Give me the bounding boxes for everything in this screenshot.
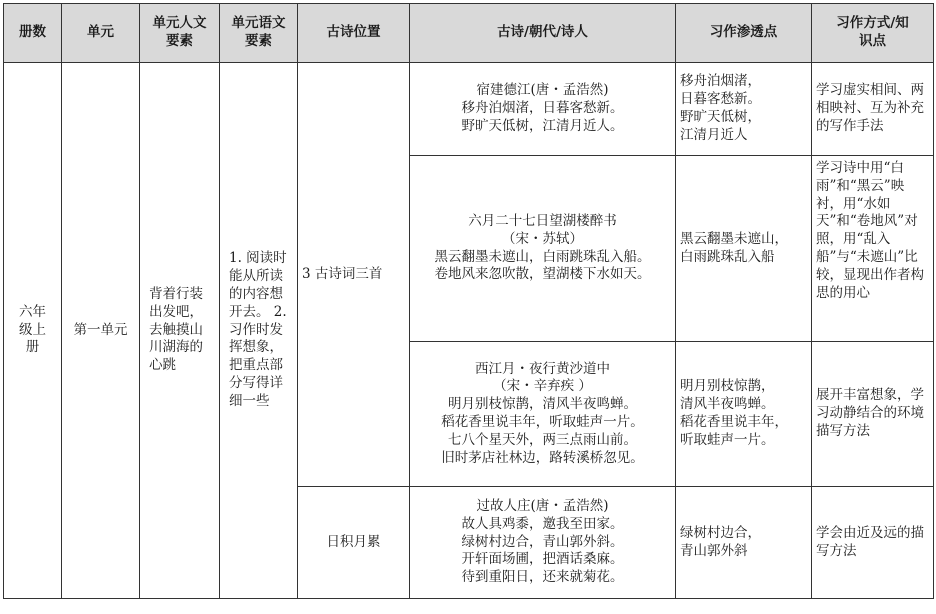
- penetration-line: 绿树村边合，: [680, 524, 761, 541]
- poem-line: 野旷天低树，江清月近人。: [461, 117, 624, 134]
- header-book: 册数: [4, 4, 62, 63]
- poem-line: 移舟泊烟渚，日暮客愁新。: [461, 100, 624, 117]
- poem-line: 明月别枝惊鹊，清风半夜鸣蝉。: [448, 396, 637, 413]
- penetration-line: 日暮客愁新。: [680, 91, 761, 108]
- humanistic-cell: 背着行装出发吧，去触摸山川湖海的心跳: [140, 63, 220, 599]
- method-cell: 展开丰富想象，学习动静结合的环境描写方法: [812, 342, 934, 487]
- poem-line: （宋・苏轼）: [502, 230, 583, 247]
- header-position: 古诗位置: [298, 4, 410, 63]
- position-cell: 3 古诗词三首: [298, 63, 410, 487]
- method-cell: 学会由近及远的描写方法: [812, 487, 934, 599]
- penetration-line: 稻花香里说丰年，: [680, 414, 788, 430]
- poem-line: 绿树村边合，青山郭外斜。: [461, 533, 624, 550]
- penetration-line: 青山郭外斜: [680, 542, 748, 559]
- header-unit: 单元: [62, 4, 140, 63]
- penetration-line: 野旷天低树，: [680, 109, 761, 125]
- header-row: [4, 4, 934, 63]
- unit-cell: 第一单元: [62, 63, 140, 599]
- penetration-line: 黑云翻墨未遮山，: [680, 230, 788, 247]
- method-cell: 学习诗中用“白雨”和“黑云”映衬，用“水如天”和“卷地风”对照，用“乱入船”与“未遮山”比较，显现出作者构思的用心: [812, 156, 934, 342]
- penetration-line: 清风半夜鸣蝉。: [680, 396, 775, 413]
- poem-line: 待到重阳日，还来就菊花。: [461, 569, 624, 586]
- poem-line: （宋・辛弃疾 ）: [493, 378, 592, 395]
- poem-cell: [410, 342, 676, 487]
- position-cell: 日积月累: [298, 487, 410, 599]
- penetration-line: 明月别枝惊鹊，: [680, 378, 775, 395]
- penetration-cell: [676, 342, 812, 487]
- penetration-cell: [676, 156, 812, 342]
- poem-line: 开轩面场圃，把酒话桑麻。: [461, 551, 624, 568]
- header-penetration: 习作渗透点: [676, 4, 812, 63]
- penetration-line: 移舟泊烟渚，: [680, 73, 761, 90]
- poem-line: 故人具鸡黍，邀我至田家。: [461, 515, 624, 532]
- penetration-cell: [676, 63, 812, 156]
- poem-line: 卷地风来忽吹散，望湖楼下水如天。: [434, 266, 651, 283]
- poem-cell: [410, 156, 676, 342]
- poem-cell: [410, 487, 676, 599]
- penetration-line: 白雨跳珠乱入船: [680, 248, 775, 265]
- header-language: 单元语文要素: [220, 4, 298, 63]
- poem-line: 过故人庄(唐・孟浩然): [476, 497, 609, 514]
- poem-line: 黑云翻墨未遮山，白雨跳珠乱入船。: [434, 248, 651, 265]
- header-humanistic: 单元人文要素: [140, 4, 220, 63]
- penetration-line: 听取蛙声一片。: [680, 431, 775, 448]
- language-cell: 1. 阅读时能从所读的内容想开去。 2. 习作时发挥想象，把重点部分写得详细一些: [220, 63, 298, 599]
- header-method: 习作方式/知识点: [812, 4, 934, 63]
- header-poem: 古诗/朝代/诗人: [410, 4, 676, 63]
- book-cell: 六年级上册: [4, 63, 62, 599]
- poem-line: 宿建德江(唐・孟浩然): [476, 82, 609, 99]
- poem-line: 旧时茅店社林边，路转溪桥忽见。: [441, 449, 644, 466]
- penetration-cell: [676, 487, 812, 599]
- penetration-line: 江清月近人: [680, 126, 748, 143]
- method-cell: 学习虚实相间、两相映衬、互为补充的写作手法: [812, 63, 934, 156]
- poem-line: 七八个星天外，两三点雨山前。: [448, 431, 637, 448]
- table-row: [4, 63, 934, 156]
- poem-line: 西江月・夜行黄沙道中: [475, 360, 610, 377]
- poem-cell: [410, 63, 676, 156]
- poem-line: 六月二十七日望湖楼醉书: [468, 212, 617, 229]
- poem-line: 稻花香里说丰年，听取蛙声一片。: [441, 414, 644, 430]
- curriculum-table: [3, 3, 934, 599]
